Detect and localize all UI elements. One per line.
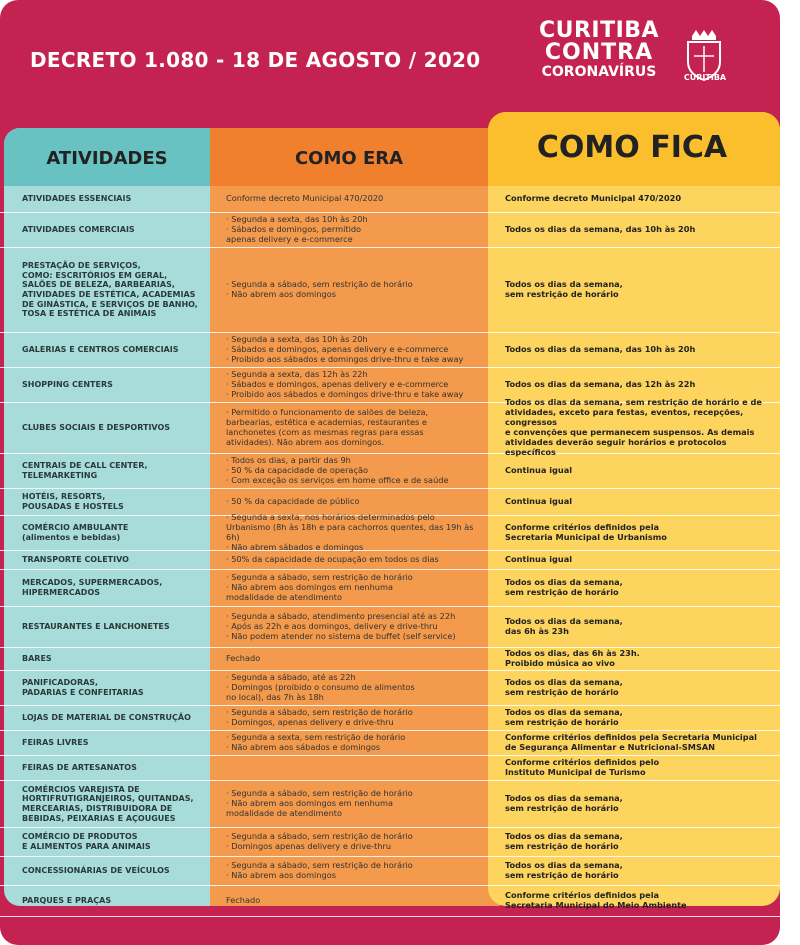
como-era-cell [226, 828, 488, 856]
como-era-cell-text: · Todos os dias, a partir das 9h · 50 % da capacidade de operação · Com exceção os serviços em home office e de saúde [226, 455, 449, 485]
table-row [0, 454, 780, 489]
como-era-cell [226, 551, 488, 569]
como-era-cell [226, 671, 488, 705]
como-fica-cell-text: Todos os dias da semana, das 12h às 22h [505, 379, 696, 390]
activity-cell-text: PRESTAÇÃO DE SERVIÇOS, COMO: ESCRITÓRIOS EM GERAL, SALÕES DE BELEZA, BARBEARIAS, ATIVIDADES DE ESTÉTICA, ACADEMIAS DE GINÁSTICA, E SERVIÇOS DE BANHO, TOSA E ESTÉTICA DE ANIMAIS [22, 261, 198, 319]
activity-cell [22, 781, 210, 827]
como-fica-cell-text: Conforme critérios definidos pela Secretaria Municipal do Meio Ambiente [505, 890, 687, 910]
brand-line-1: CURITIBA [538, 18, 660, 43]
activity-cell-text: HOTÉIS, RESORTS, POUSADAS E HOSTELS [22, 492, 124, 511]
como-fica-cell-text: Todos os dias da semana, sem restrição de horário [505, 831, 623, 851]
como-era-cell [226, 368, 488, 402]
como-fica-cell-text: Todos os dias, das 6h às 23h. Proibido música ao vivo [505, 648, 640, 668]
como-era-cell-text: · Segunda a sexta, nos horários determinados pelo Urbanismo (8h às 18h e para cachorros quentes, das 19h às 6h) · Não abrem sábados e domingos [226, 512, 474, 552]
table-row [0, 512, 780, 552]
table-row [0, 570, 780, 607]
como-era-cell-text: · Segunda a sábado, sem restrição de horário · Domingos, apenas delivery e drive-thru [226, 707, 413, 727]
table-row [0, 756, 780, 781]
activity-cell-text: CONCESSIONÁRIAS DE VEÍCULOS [22, 866, 170, 876]
table-row [0, 706, 780, 731]
como-era-cell [226, 886, 488, 916]
activity-cell-text: LOJAS DE MATERIAL DE CONSTRUÇÃO [22, 713, 191, 723]
activity-cell-text: COMÉRCIO AMBULANTE (alimentos e bebidas) [22, 523, 129, 542]
activity-cell [22, 706, 210, 730]
brand-line-3: CORONAVÍRUS [541, 64, 657, 80]
como-fica-cell-text: Todos os dias da semana, sem restrição de horário e de atividades, exceto para festas, eventos, recepções, congressos e convenções que permanecem suspensos. As demais atividades deverão seguir horários e protocolos específicos [505, 397, 762, 457]
como-era-cell-text: · Segunda a sábado, até as 22h · Domingos (proibido o consumo de alimentos no local), das 7h às 18h [226, 672, 415, 702]
como-fica-cell-text: Todos os dias da semana, das 10h às 20h [505, 224, 696, 235]
activity-cell [22, 828, 210, 856]
como-era-cell [226, 186, 488, 212]
como-fica-cell [505, 857, 775, 885]
activity-cell [22, 213, 210, 247]
como-fica-cell [505, 648, 775, 670]
activity-cell-text: PANIFICADORAS, PADARIAS E CONFEITARIAS [22, 678, 144, 697]
table-row [0, 828, 780, 857]
como-era-cell [226, 213, 488, 247]
como-era-cell-text: · Segunda a sábado, sem restrição de horário · Não abrem aos domingos [226, 279, 413, 299]
activity-cell [22, 756, 210, 780]
como-fica-cell-text: Continua igual [505, 554, 573, 565]
como-fica-cell [505, 454, 775, 488]
brand-line-2: CONTRA [544, 40, 654, 65]
table-row [0, 857, 780, 886]
como-fica-cell [505, 489, 775, 515]
como-era-cell-text: · Permitido o funcionamento de salões de beleza, barbearias, estética e academias, restaurantes e lanchonetes (com as mesmas regras para essas atividades). Não abrem aos domingos. [226, 407, 429, 447]
activity-cell [22, 403, 210, 453]
como-fica-cell-text: Conforme critérios definidos pela Secretaria Municipal de Urbanismo [505, 522, 667, 542]
como-era-cell-text: · Segunda a sexta, das 10h às 20h · Sábados e domingos, permitido apenas delivery e e-commerce [226, 214, 368, 244]
activity-cell-text: PARQUES E PRAÇAS [22, 896, 112, 906]
como-era-cell-text: Fechado [226, 895, 261, 906]
como-era-cell-text: · 50 % da capacidade de público [226, 496, 360, 507]
activity-cell [22, 857, 210, 885]
como-fica-cell [505, 781, 775, 827]
como-fica-cell-text: Conforme critérios definidos pelo Instituto Municipal de Turismo [505, 757, 660, 777]
como-era-cell [226, 857, 488, 885]
table-row [0, 781, 780, 828]
activity-cell-text: ATIVIDADES ESSENCIAIS [22, 194, 132, 204]
como-era-cell [226, 731, 488, 755]
como-fica-cell [505, 756, 775, 780]
activity-cell [22, 454, 210, 488]
como-era-cell [226, 607, 488, 647]
activity-cell [22, 731, 210, 755]
como-fica-cell [505, 551, 775, 569]
como-era-cell [226, 781, 488, 827]
como-fica-cell [505, 671, 775, 705]
activity-cell-text: GALERIAS E CENTROS COMERCIAIS [22, 345, 179, 355]
column-header-atividades: ATIVIDADES [46, 148, 168, 169]
como-fica-cell [505, 607, 775, 647]
como-era-cell [226, 570, 488, 606]
column-header-como-fica: COMO FICA [536, 130, 728, 165]
campaign-logo [534, 20, 664, 80]
como-era-cell-text: · 50% da capacidade de ocupação em todos os dias [226, 554, 439, 565]
como-fica-cell-text: Todos os dias da semana, sem restrição de horário [505, 793, 623, 813]
como-fica-cell-text: Todos os dias da semana, sem restrição de horário [505, 860, 623, 880]
activity-cell [22, 248, 210, 332]
como-era-cell [226, 454, 488, 488]
como-era-cell [226, 403, 488, 453]
activity-cell-text: CENTRAIS DE CALL CENTER, TELEMARKETING [22, 461, 148, 480]
table-row [0, 213, 780, 248]
activity-cell [22, 489, 210, 515]
activity-cell [22, 368, 210, 402]
como-era-cell [226, 248, 488, 332]
como-fica-cell-text: Continua igual [505, 496, 573, 507]
activity-cell-text: COMÉRCIO DE PRODUTOS E ALIMENTOS PARA ANIMAIS [22, 832, 151, 851]
como-era-cell-text: · Segunda a sábado, sem restrição de horário · Domingos apenas delivery e drive-thru [226, 831, 413, 851]
rules-table [0, 186, 780, 917]
table-row [0, 731, 780, 756]
activity-cell-text: MERCADOS, SUPERMERCADOS, HIPERMERCADOS [22, 578, 163, 597]
activity-cell [22, 551, 210, 569]
como-fica-cell-text: Todos os dias da semana, das 10h às 20h [505, 344, 696, 355]
como-fica-cell [505, 731, 775, 755]
activity-cell-text: CLUBES SOCIAIS E DESPORTIVOS [22, 423, 171, 433]
activity-cell-text: SHOPPING CENTERS [22, 380, 113, 390]
activity-cell [22, 607, 210, 647]
como-fica-cell [505, 886, 775, 916]
activity-cell-text: ATIVIDADES COMERCIAIS [22, 225, 135, 235]
decree-title: DECRETO 1.080 - 18 DE AGOSTO / 2020 [30, 48, 481, 72]
como-fica-cell-text: Todos os dias da semana, sem restrição de horário [505, 279, 623, 299]
como-era-cell-text: · Segunda a sábado, atendimento presencial até as 22h · Após as 22h e aos domingos, delivery e drive-thru · Não podem atender no sistema de buffet (self service) [226, 611, 456, 641]
activity-cell [22, 570, 210, 606]
como-fica-cell-text: Conforme critérios definidos pela Secretaria Municipal de Segurança Alimentar e Nutricional-SMSAN [505, 732, 757, 752]
como-era-cell-text: Fechado [226, 653, 261, 664]
como-era-cell [226, 756, 488, 780]
como-fica-cell [505, 516, 775, 550]
como-era-cell [226, 706, 488, 730]
table-row [0, 333, 780, 368]
activity-cell [22, 886, 210, 916]
como-fica-cell-text: Todos os dias da semana, sem restrição de horário [505, 707, 623, 727]
table-row [0, 186, 780, 213]
table-row [0, 607, 780, 648]
como-fica-cell [505, 248, 775, 332]
como-fica-cell-text: Continua igual [505, 465, 573, 476]
como-fica-cell-text: Todos os dias da semana, das 6h às 23h [505, 616, 623, 636]
activity-cell [22, 333, 210, 367]
table-row [0, 248, 780, 333]
activity-cell-text: TRANSPORTE COLETIVO [22, 555, 129, 565]
como-era-cell-text: · Segunda a sábado, sem restrição de horário · Não abrem aos domingos em nenhuma modalidade de atendimento [226, 788, 413, 818]
activity-cell-text: BARES [22, 654, 52, 664]
como-era-cell-text: · Segunda a sábado, sem restrição de horário · Não abrem aos domingos em nenhuma modalidade de atendimento [226, 572, 413, 602]
como-era-cell [226, 333, 488, 367]
activity-cell [22, 516, 210, 550]
como-fica-cell-text: Todos os dias da semana, sem restrição de horário [505, 677, 623, 697]
como-fica-cell [505, 706, 775, 730]
activity-cell-text: COMÉRCIOS VAREJISTA DE HORTIFRUTIGRANJEIROS, QUITANDAS, MERCEARIAS, DISTRIBUIDORA DE BEBIDAS, PEIXARIAS E AÇOUGUES [22, 784, 194, 823]
como-fica-cell [505, 186, 775, 212]
como-era-cell-text: · Segunda a sexta, das 12h às 22h · Sábados e domingos, apenas delivery e e-commerce · Proibido aos sábados e domingos drive-thru e take away [226, 369, 464, 399]
table-row [0, 886, 780, 917]
como-era-cell [226, 512, 488, 552]
table-row [0, 397, 780, 457]
como-fica-cell [505, 213, 775, 247]
activity-cell-text: FEIRAS DE ARTESANATOS [22, 763, 137, 773]
como-fica-cell-text: Conforme decreto Municipal 470/2020 [505, 193, 682, 204]
crest-label: CURITIBA [683, 73, 727, 82]
como-era-cell [226, 648, 488, 670]
como-era-cell-text: Conforme decreto Municipal 470/2020 [226, 193, 384, 204]
table-row [0, 671, 780, 706]
como-era-cell-text: · Segunda a sábado, sem restrição de horário · Não abrem aos domingos [226, 860, 413, 880]
como-fica-cell [505, 570, 775, 606]
como-fica-cell [505, 333, 775, 367]
activity-cell [22, 648, 210, 670]
como-era-cell [226, 489, 488, 515]
activity-cell [22, 671, 210, 705]
como-era-cell-text: · Segunda a sexta, das 10h às 20h · Sábados e domingos, apenas delivery e e-commerce · Proibido aos sábados e domingos drive-thru e take away [226, 334, 464, 364]
como-fica-cell-text: Todos os dias da semana, sem restrição de horário [505, 577, 623, 597]
como-fica-cell [505, 397, 775, 457]
table-row [0, 648, 780, 671]
column-header-como-era: COMO ERA [294, 148, 404, 169]
como-fica-cell [505, 828, 775, 856]
activity-cell-text: FEIRAS LIVRES [22, 738, 89, 748]
table-row [0, 551, 780, 570]
como-era-cell-text: · Segunda a sexta, sem restrição de horário · Não abrem aos sábados e domingos [226, 732, 406, 752]
activity-cell-text: RESTAURANTES E LANCHONETES [22, 622, 170, 632]
activity-cell [22, 186, 210, 212]
